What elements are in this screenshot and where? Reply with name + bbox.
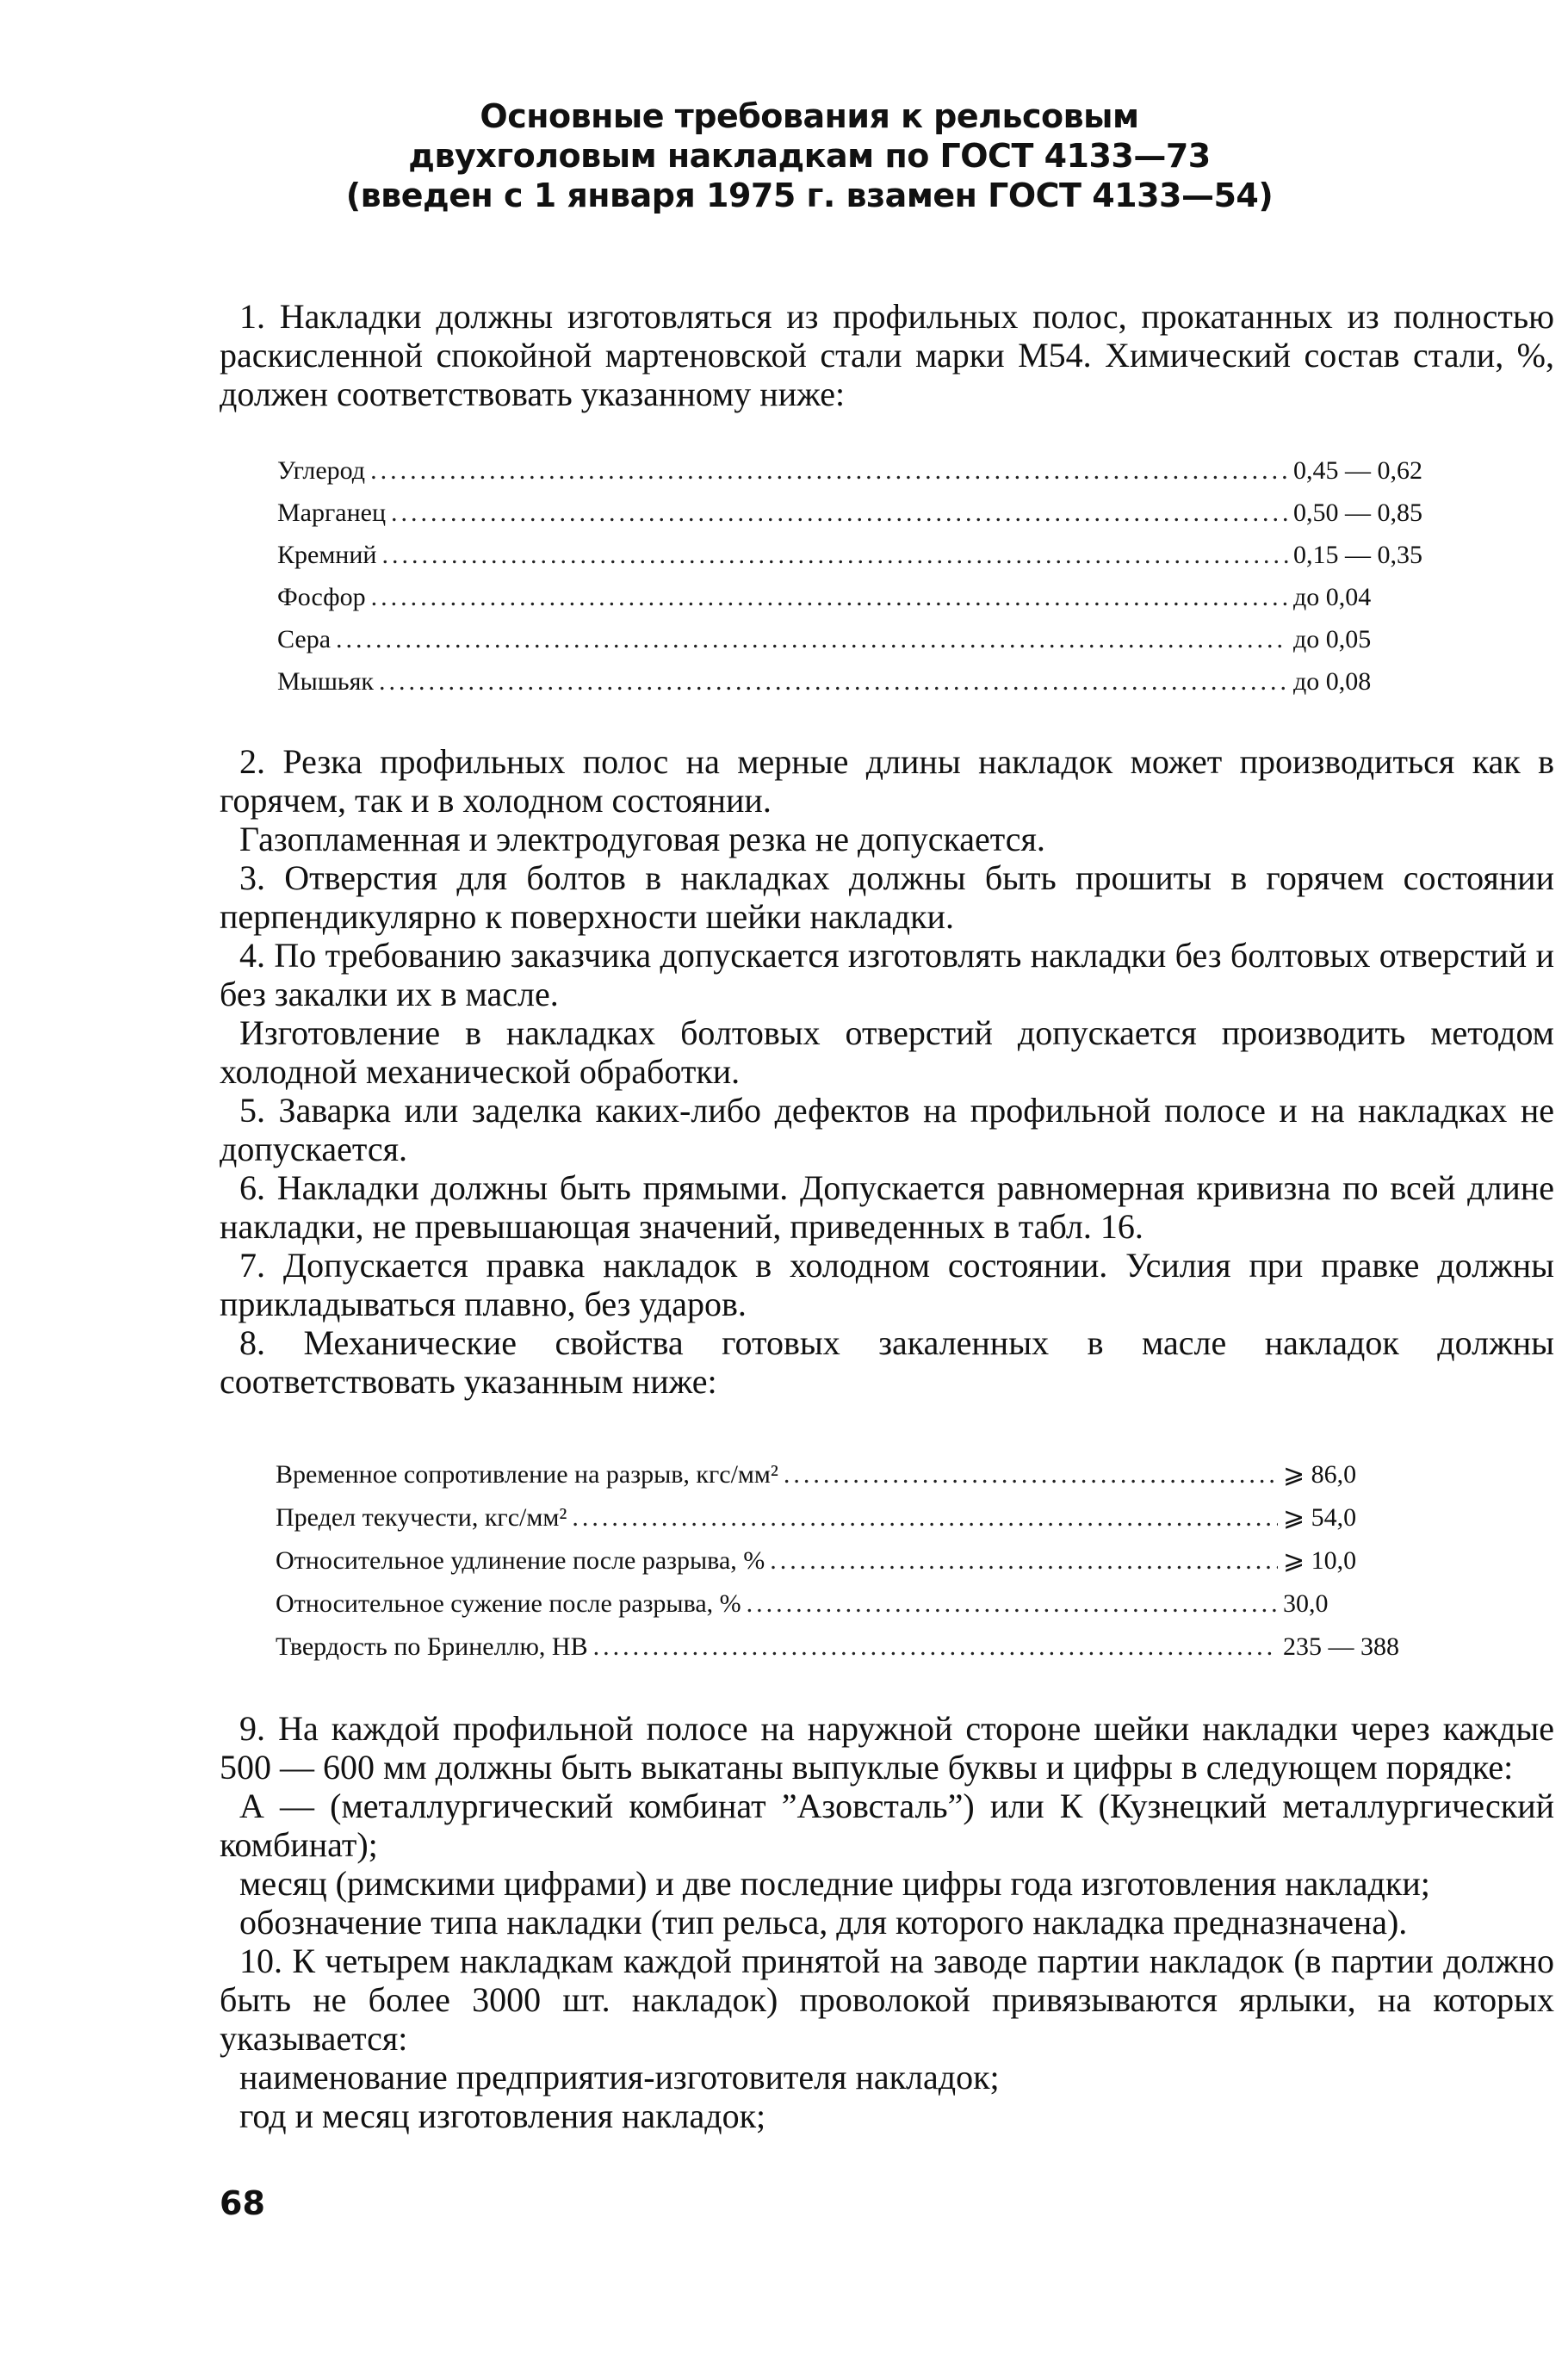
paragraph-6: 6. Накладки должны быть прямыми. Допускается равномерная кривизна по всей длине накладки, не превышающая значений, приведенных в табл. 16. xyxy=(220,1168,1554,1246)
leader-dots xyxy=(336,618,1288,660)
title-line-1: Основные требования к рельсовым xyxy=(480,97,1139,135)
list-item xyxy=(276,1582,1447,1626)
property-name: Относительное сужение после разрыва, % xyxy=(276,1589,741,1618)
element-name: Сера xyxy=(277,625,332,653)
list-item xyxy=(277,618,1448,660)
leader-dots xyxy=(371,576,1288,618)
list-item xyxy=(277,534,1448,576)
paragraph-5: 5. Заварка или заделка каких-либо дефектов на профильной полосе и на накладках не допускается. xyxy=(220,1091,1554,1168)
element-name: Мышьяк xyxy=(277,667,374,696)
list-item xyxy=(277,492,1448,534)
property-value: ⩾ 10,0 xyxy=(1283,1546,1357,1575)
paragraph-4b: Изготовление в накладках болтовых отверстий допускается производить методом холодной механической обработки. xyxy=(220,1013,1554,1091)
element-value: 0,15 — 0,35 xyxy=(1293,541,1422,569)
list-item xyxy=(276,1453,1447,1496)
paragraph-3: 3. Отверстия для болтов в накладках должны быть прошиты в горячем состоянии перпендикулярно к поверхности шейки накладки. xyxy=(220,858,1554,936)
mechanical-properties-list xyxy=(276,1453,1447,1669)
section-chemical-intro xyxy=(220,297,1554,413)
leader-dots xyxy=(379,660,1288,703)
section-marking xyxy=(220,1709,1554,2135)
list-item xyxy=(276,1539,1447,1582)
leader-dots xyxy=(381,534,1288,576)
paragraph-7: 7. Допускается правка накладок в холодном состоянии. Усилия при правке должны прикладываться плавно, без ударов. xyxy=(220,1246,1554,1323)
leader-dots xyxy=(747,1582,1278,1626)
property-value: ⩾ 54,0 xyxy=(1283,1503,1357,1532)
element-name: Кремний xyxy=(277,541,377,569)
paragraph-2b: Газопламенная и электродуговая резка не допускается. xyxy=(239,820,1045,858)
property-value: 30,0 xyxy=(1283,1589,1329,1618)
list-item xyxy=(276,1626,1447,1669)
paragraph-10a: наименование предприятия-изготовителя накладок; xyxy=(239,2058,1000,2096)
list-item xyxy=(276,1496,1447,1539)
section-requirements xyxy=(220,742,1554,1401)
element-name: Фосфор xyxy=(277,583,366,611)
paragraph-9: 9. На каждой профильной полосе на наружной стороне шейки накладки через каждые 500 — 600 мм должны быть выкатаны выпуклые буквы и цифры в следующем порядке: xyxy=(220,1709,1554,1787)
property-value: 235 — 388 xyxy=(1283,1632,1399,1661)
leader-dots xyxy=(572,1496,1278,1539)
paragraph-10: 10. К четырем накладкам каждой принятой на заводе партии накладок (в партии должно быть не более 3000 шт. накладок) проволокой привязываются ярлыки, на которых указывается: xyxy=(220,1942,1554,2058)
paragraph-10b: год и месяц изготовления накладок; xyxy=(239,2096,766,2135)
paragraph-2: 2. Резка профильных полос на мерные длины накладок может производиться как в горячем, так и в холодном состоянии. xyxy=(220,742,1554,820)
leader-dots xyxy=(784,1453,1278,1496)
list-item xyxy=(277,660,1448,703)
property-name: Временное сопротивление на разрыв, кгс/мм² xyxy=(276,1460,778,1489)
element-value: 0,50 — 0,85 xyxy=(1293,499,1422,527)
title-line-3: (введен с 1 января 1975 г. взамен ГОСТ 4133—54) xyxy=(345,177,1274,214)
leader-dots xyxy=(370,449,1288,492)
element-value: до 0,05 xyxy=(1293,625,1372,653)
element-value: 0,45 — 0,62 xyxy=(1293,456,1422,485)
element-name: Углерод xyxy=(277,456,366,485)
paragraph-8: 8. Механические свойства готовых закаленных в масле накладок должны соответствовать указанным ниже: xyxy=(220,1323,1554,1401)
list-item xyxy=(277,449,1448,492)
paragraph-9c: обозначение типа накладки (тип рельса, для которого накладка предназначена). xyxy=(239,1903,1408,1942)
list-item xyxy=(277,576,1448,618)
leader-dots xyxy=(770,1539,1278,1582)
document-title xyxy=(258,96,1360,215)
paragraph-1: 1. Накладки должны изготовляться из профильных полос, прокатанных из полностью раскисленной спокойной мартеновской стали марки М54. Химический состав стали, %, должен соответствовать указанному ниже: xyxy=(220,297,1554,413)
element-value: до 0,08 xyxy=(1293,667,1372,696)
element-name: Марганец xyxy=(277,499,387,527)
page-number: 68 xyxy=(220,2184,265,2222)
title-line-2: двухголовым накладкам по ГОСТ 4133—73 xyxy=(408,137,1211,175)
element-value: до 0,04 xyxy=(1293,583,1372,611)
paragraph-9a: А — (металлургический комбинат ”Азовсталь”) или К (Кузнецкий металлургический комбинат); xyxy=(220,1787,1554,1864)
leader-dots xyxy=(593,1626,1278,1669)
property-name: Твердость по Бринеллю, НВ xyxy=(276,1632,588,1661)
property-name: Предел текучести, кгс/мм² xyxy=(276,1503,567,1532)
paragraph-4: 4. По требованию заказчика допускается изготовлять накладки без болтовых отверстий и без закалки их в масле. xyxy=(220,936,1554,1013)
property-value: ⩾ 86,0 xyxy=(1283,1460,1357,1489)
leader-dots xyxy=(391,492,1288,534)
chemical-composition-list xyxy=(277,449,1448,703)
property-name: Относительное удлинение после разрыва, % xyxy=(276,1546,765,1575)
paragraph-9b: месяц (римскими цифрами) и две последние цифры года изготовления накладки; xyxy=(239,1864,1430,1903)
